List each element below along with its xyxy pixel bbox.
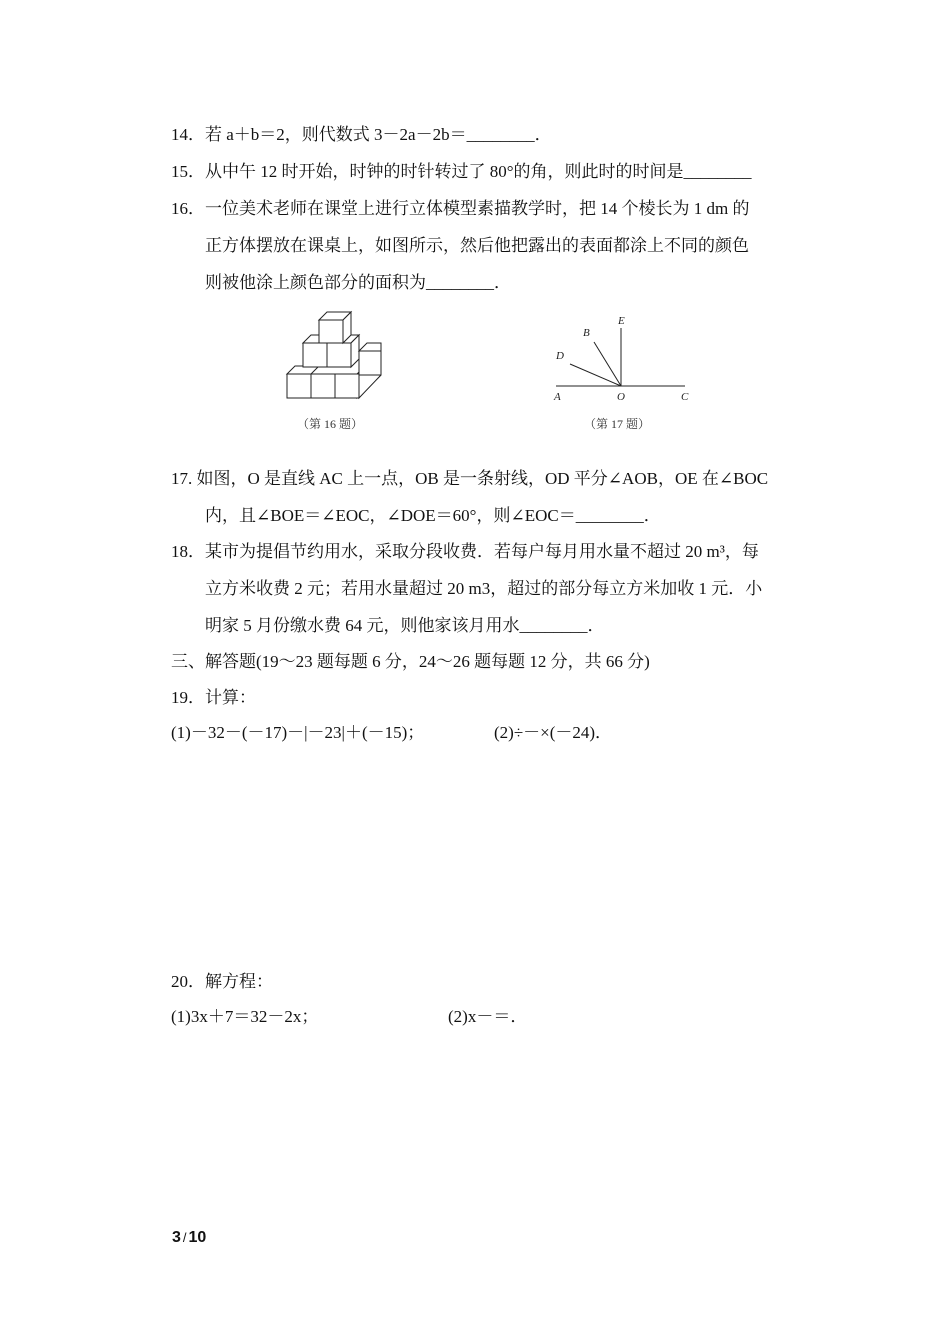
section-3-heading: 三、解答题(19～23 题每题 6 分，24～26 题每题 12 分，共 66 分) <box>171 652 650 671</box>
question-15: 15．从中午 12 时开始，时钟的时针转过了 80°的角，则此时的时间是________ <box>171 162 752 181</box>
question-17-line-1: 17. 如图，O 是直线 AC 上一点，OB 是一条射线，OD 平分∠AOB，OE 在∠BOC <box>171 469 769 488</box>
question-16-line-2: 正方体摆放在课桌上，如图所示，然后他把露出的表面都涂上不同的颜色 <box>205 236 749 255</box>
label-e: E <box>618 315 625 327</box>
question-18-line-2: 立方米收费 2 元；若用水量超过 20 m3，超过的部分每立方米加收 1 元．小 <box>205 579 763 598</box>
question-16-line-3: 则被他涂上颜色部分的面积为________． <box>205 273 511 292</box>
question-17-line-2: 内，且∠BOE＝∠EOC，∠DOE＝60°，则∠EOC＝________． <box>205 506 661 525</box>
angle-diagram-figure <box>548 312 693 407</box>
question-19-part-1: (1)－32－(－17)－|－23|＋(－15)； <box>171 723 425 742</box>
figure-16-caption: （第 16 题） <box>297 417 364 431</box>
question-16-line-1: 16．一位美术老师在课堂上进行立体模型素描教学时，把 14 个棱长为 1 dm 的 <box>171 199 750 218</box>
figure-17-caption: （第 17 题） <box>584 417 651 431</box>
question-14: 14．若 a＋b＝2，则代数式 3－2a－2b＝________． <box>171 125 552 144</box>
question-20-title: 20．解方程： <box>171 972 273 991</box>
question-19-title: 19．计算： <box>171 688 256 707</box>
question-20-part-1: (1)3x＋7＝32－2x； <box>171 1007 319 1026</box>
label-c: C <box>681 391 689 403</box>
question-19-part-2: (2)÷－×(－24)． <box>494 723 613 742</box>
question-18-line-1: 18．某市为提倡节约用水，采取分段收费．若每户每月用水量不超过 20 m³，每 <box>171 542 759 561</box>
page-indicator <box>172 1229 206 1247</box>
question-20-part-2: (2)x－＝． <box>448 1007 528 1026</box>
question-18-line-3: 明家 5 月份缴水费 64 元，则他家该月用水________． <box>205 616 605 635</box>
total-pages: 10 <box>188 1229 207 1246</box>
label-o: O <box>617 391 625 403</box>
label-b: B <box>583 327 590 339</box>
page-separator: / <box>182 1230 187 1245</box>
current-page: 3 <box>172 1229 181 1246</box>
cube-stack-figure <box>280 308 390 408</box>
label-a: A <box>554 391 561 403</box>
label-d: D <box>556 350 564 362</box>
